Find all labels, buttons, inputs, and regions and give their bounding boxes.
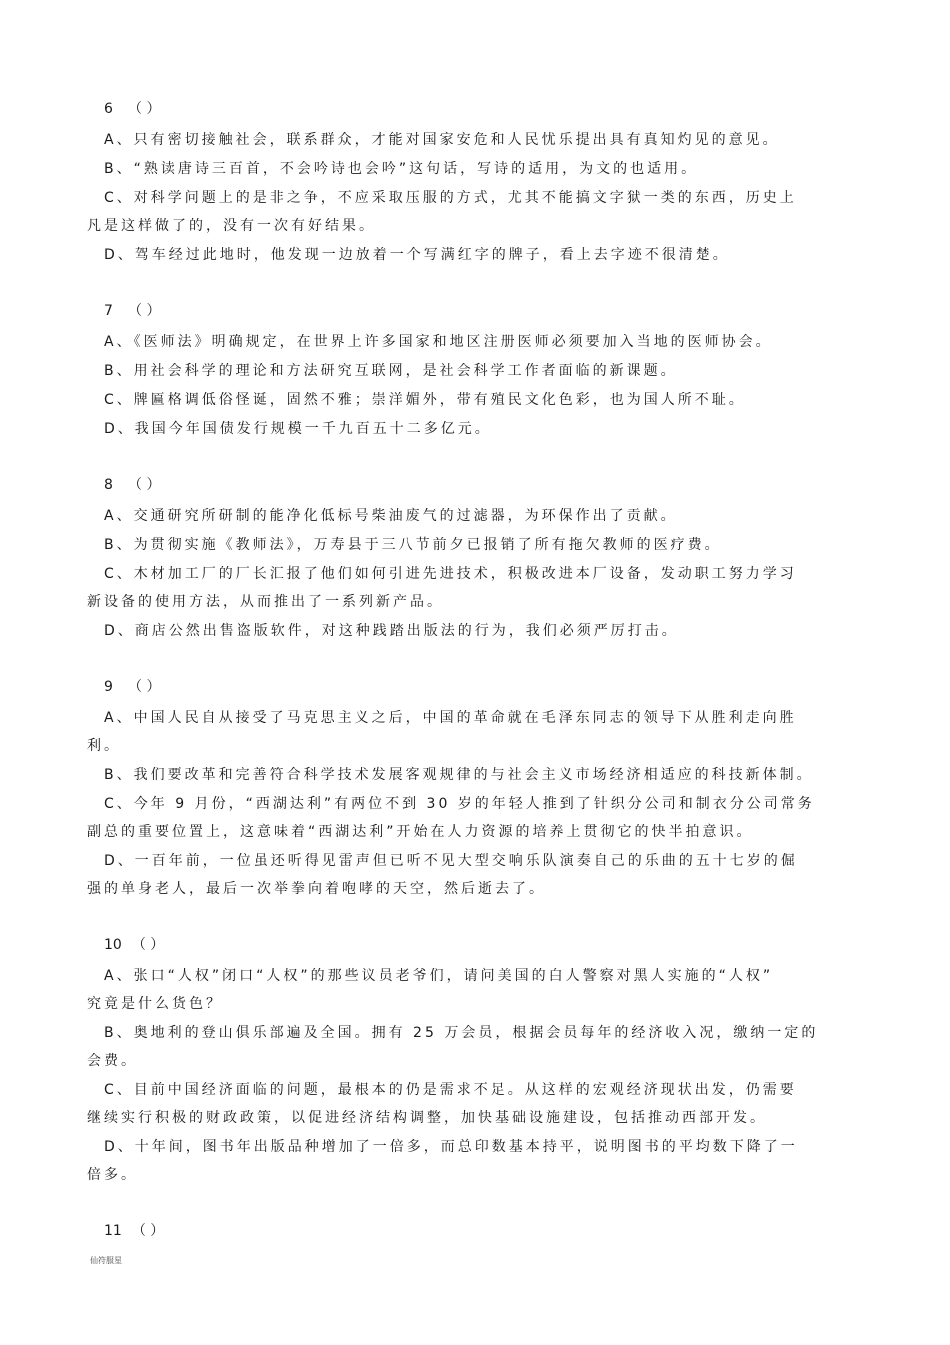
option-item bbox=[104, 502, 860, 530]
document-body bbox=[87, 98, 860, 1273]
option-text: A、交通研究所研制的能净化低标号柴油废气的过滤器，为环保作出了贡献。 bbox=[104, 508, 678, 524]
option-item bbox=[104, 617, 860, 645]
option-text: B、奥地利的登山俱乐部遍及全国。拥有 25 万会员，根据会员每年的经济收入况，缴纳一定的 bbox=[104, 1025, 819, 1041]
answer-bracket: （ ） bbox=[128, 477, 161, 493]
option-text: A、张口“人权”闭口“人权”的那些议员老爷们，请问美国的白人警察对黑人实施的“人权” bbox=[104, 968, 774, 984]
option-text: A、中国人民自从接受了马克思主义之后，中国的革命就在毛泽东同志的领导下从胜利走向胜 bbox=[104, 710, 797, 726]
option-text: D、驾车经过此地时，他发现一边放着一个写满红字的牌子，看上去字迹不很清楚。 bbox=[104, 247, 730, 263]
option-item bbox=[87, 1019, 860, 1075]
option-text: D、一百年前，一位虽还听得见雷声但已听不见大型交响乐队演奏自己的乐曲的五十七岁的倔 bbox=[104, 853, 798, 869]
option-text-continued: 强的单身老人，最后一次举拳向着咆哮的天空，然后逝去了。 bbox=[87, 881, 546, 897]
question-block bbox=[87, 934, 860, 1189]
option-item bbox=[87, 1076, 860, 1132]
answer-bracket: （ ） bbox=[131, 937, 165, 953]
question-number bbox=[104, 474, 860, 496]
option-item bbox=[104, 241, 860, 269]
option-text: B、用社会科学的理论和方法研究互联网，是社会科学工作者面临的新课题。 bbox=[104, 363, 678, 379]
footer-mark: 仙符服星 bbox=[90, 1256, 122, 1265]
question-block bbox=[104, 1220, 860, 1242]
question-block bbox=[87, 676, 860, 903]
question-number-text: 7 bbox=[104, 303, 113, 319]
option-item bbox=[87, 184, 860, 240]
option-text-continued: 新设备的使用方法，从而推出了一系列新产品。 bbox=[87, 594, 444, 610]
option-text: B、我们要改革和完善符合科学技术发展客观规律的与社会主义市场经济相适应的科技新体制。 bbox=[104, 767, 814, 783]
question-number bbox=[104, 676, 860, 698]
question-number-text: 8 bbox=[104, 477, 113, 493]
option-text: A、只有密切接触社会，联系群众，才能对国家安危和人民忧乐提出具有真知灼见的意见。 bbox=[104, 132, 780, 148]
option-text-continued: 倍多。 bbox=[87, 1167, 138, 1183]
option-item bbox=[104, 155, 860, 183]
question-number bbox=[104, 934, 860, 956]
answer-bracket: （ ） bbox=[131, 1223, 165, 1239]
option-item bbox=[87, 704, 860, 760]
question-block bbox=[104, 300, 860, 443]
question-block bbox=[87, 474, 860, 645]
option-text-continued: 副总的重要位置上，这意味着“西湖达利”开始在人力资源的培养上贯彻它的快半拍意识。 bbox=[87, 824, 754, 840]
option-text: B、“熟读唐诗三百首，不会吟诗也会吟”这句话，写诗的适用，为文的也适用。 bbox=[104, 161, 699, 177]
option-item bbox=[104, 357, 860, 385]
question-number bbox=[104, 98, 860, 120]
option-text: B、为贯彻实施《教师法》，万寿县于三八节前夕已报销了所有拖欠教师的医疗费。 bbox=[104, 537, 722, 553]
option-text: C、木材加工厂的厂长汇报了他们如何引进先进技术，积极改进本厂设备，发动职工努力学习 bbox=[104, 566, 797, 582]
option-text-continued: 凡是这样做了的，没有一次有好结果。 bbox=[87, 218, 376, 234]
question-number bbox=[104, 300, 860, 322]
question-block bbox=[87, 98, 860, 269]
question-number-text: 9 bbox=[104, 679, 113, 695]
option-text: C、牌匾格调低俗怪诞，固然不雅；崇洋媚外，带有殖民文化色彩，也为国人所不耻。 bbox=[104, 392, 746, 408]
option-text: C、对科学问题上的是非之争，不应采取压服的方式，尤其不能搞文字狱一类的东西，历史上 bbox=[104, 190, 797, 206]
option-item bbox=[104, 415, 860, 443]
option-text: D、我国今年国债发行规模一千九百五十二多亿元。 bbox=[104, 421, 492, 437]
option-text: C、目前中国经济面临的问题，最根本的仍是需求不足。从这样的宏观经济现状出发，仍需要 bbox=[104, 1082, 797, 1098]
option-item bbox=[87, 560, 860, 616]
question-number-text: 10 bbox=[104, 937, 122, 953]
answer-bracket: （ ） bbox=[128, 679, 161, 695]
option-text: D、商店公然出售盗版软件，对这种践踏出版法的行为，我们必须严厉打击。 bbox=[104, 623, 679, 639]
option-text-continued: 利。 bbox=[87, 738, 121, 754]
answer-bracket: （ ） bbox=[128, 303, 161, 319]
option-item bbox=[104, 126, 860, 154]
option-item bbox=[87, 962, 860, 1018]
option-item bbox=[87, 790, 860, 846]
option-item bbox=[104, 531, 860, 559]
option-text-continued: 会费。 bbox=[87, 1053, 138, 1069]
option-item bbox=[87, 1133, 860, 1189]
option-item bbox=[104, 386, 860, 414]
option-text-continued: 究竟是什么货色？ bbox=[87, 996, 223, 1012]
option-item bbox=[104, 328, 860, 356]
option-text-continued: 继续实行积极的财政政策，以促进经济结构调整，加快基础设施建设，包括推动西部开发。 bbox=[87, 1110, 767, 1126]
option-text: C、今年 9 月份，“西湖达利”有两位不到 30 岁的年轻人推到了针织分公司和制衣分公司常务 bbox=[104, 796, 815, 812]
answer-bracket: （ ） bbox=[128, 101, 161, 117]
question-number-text: 11 bbox=[104, 1223, 122, 1239]
question-number bbox=[104, 1220, 860, 1242]
option-item bbox=[87, 847, 860, 903]
option-text: A、《医师法》明确规定，在世界上许多国家和地区注册医师必须要加入当地的医师协会。 bbox=[104, 334, 773, 350]
option-item bbox=[104, 761, 860, 789]
option-text: D、十年间，图书年出版品种增加了一倍多，而总印数基本持平，说明图书的平均数下降了一 bbox=[104, 1139, 798, 1155]
question-number-text: 6 bbox=[104, 101, 113, 117]
